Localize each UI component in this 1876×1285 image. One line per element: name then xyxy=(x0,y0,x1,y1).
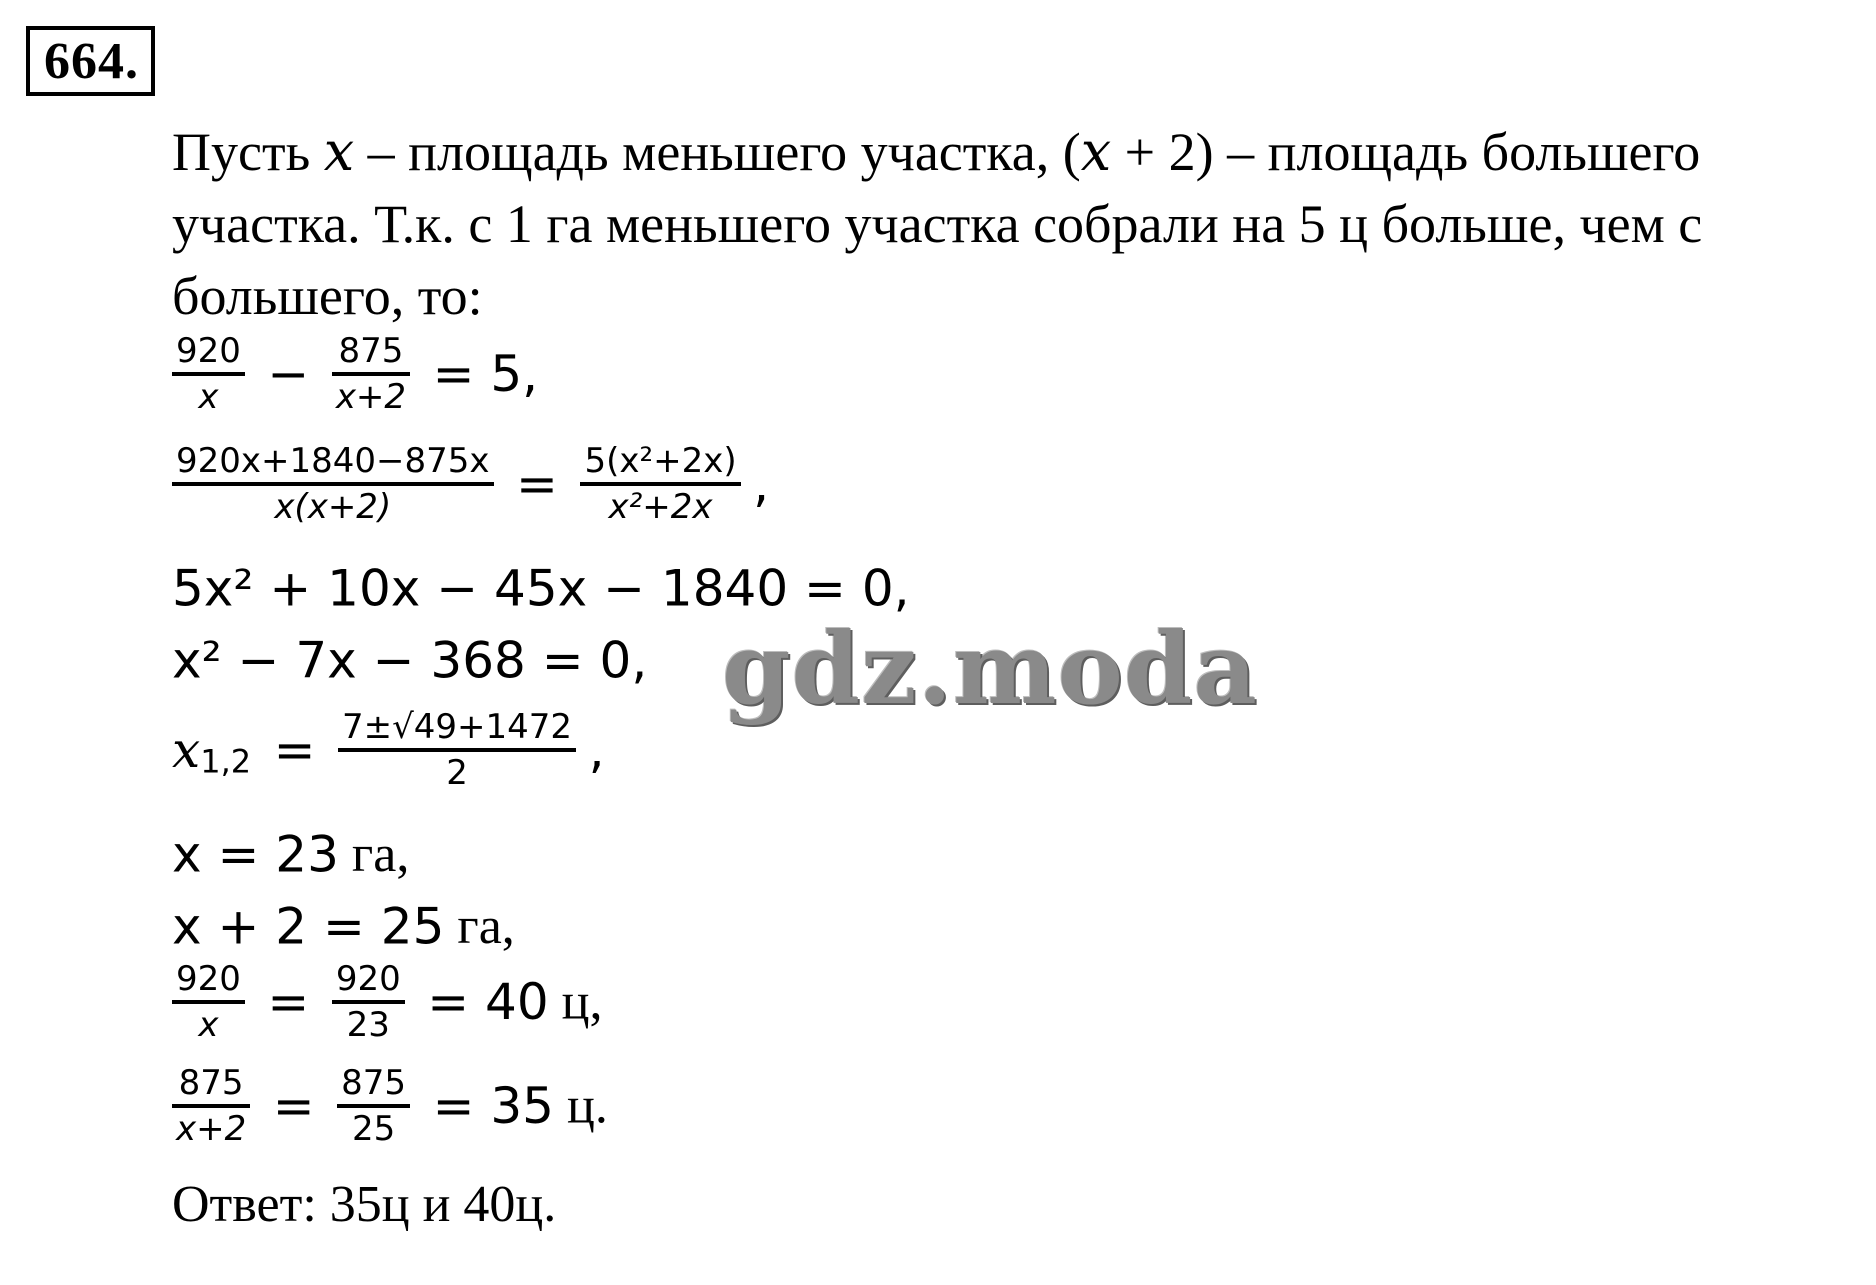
fraction xyxy=(332,958,405,1046)
unit-label: ц. xyxy=(553,1077,608,1135)
fraction xyxy=(172,440,494,528)
unit-label: ц, xyxy=(548,973,603,1031)
operator: = xyxy=(267,973,310,1031)
denominator: 2 xyxy=(446,753,468,793)
equation-math: x = 23 xyxy=(172,825,339,884)
intro-text: Пусть 𝑥 – площадь меньшего участка, (𝑥 + 2) – площадь большего участка. Т.к. с 1 га меньшего участка собрали на 5 ц больше, чем с большего, то: xyxy=(172,122,1703,326)
numerator: 920x+1840−875x xyxy=(176,441,490,481)
equation-tail: , xyxy=(753,455,770,513)
equation-4 xyxy=(172,626,647,690)
watermark: gdz.moda xyxy=(722,612,1258,727)
numerator: 7±√49+1472 xyxy=(342,707,573,747)
equation-math: x + 2 = 25 xyxy=(172,897,445,956)
fraction xyxy=(172,958,245,1046)
fraction xyxy=(332,330,410,418)
numerator: 920 xyxy=(335,959,401,999)
numerator: 875 xyxy=(338,331,404,371)
equation-1 xyxy=(172,330,538,418)
unit-label: га, xyxy=(444,898,515,956)
denominator: x+2 xyxy=(335,377,407,417)
problem-number-box xyxy=(26,26,155,96)
operator: = xyxy=(273,721,316,779)
denominator: 25 xyxy=(351,1109,396,1149)
subscript: 1,2 xyxy=(200,742,252,781)
equation-2 xyxy=(172,440,769,528)
fraction xyxy=(172,330,245,418)
denominator: x(x+2) xyxy=(274,487,392,527)
operator: = xyxy=(516,455,558,513)
equation-6 xyxy=(172,820,409,884)
numerator: 875 xyxy=(178,1063,244,1103)
denominator: x+2 xyxy=(176,1109,247,1149)
variable: x xyxy=(172,721,201,779)
numerator: 875 xyxy=(341,1063,407,1103)
denominator: x xyxy=(198,1005,219,1045)
problem-number: 664 xyxy=(44,33,125,90)
equation-rhs: = 40 xyxy=(427,973,549,1031)
answer-line xyxy=(172,1170,556,1234)
numerator: 5(x²+2x) xyxy=(584,441,737,481)
answer-text: Ответ: 35ц и 40ц. xyxy=(172,1176,557,1234)
denominator: x xyxy=(198,377,219,417)
equation-8 xyxy=(172,958,602,1046)
equation-tail: , xyxy=(588,721,605,779)
fraction xyxy=(580,440,740,528)
unit-label: га, xyxy=(338,826,410,884)
equation-rhs: = 35 xyxy=(432,1077,554,1135)
equation-5 xyxy=(172,706,604,794)
denominator: 23 xyxy=(346,1005,390,1045)
problem-number-dot: . xyxy=(125,33,139,90)
equation-text: x² − 7x − 368 = 0, xyxy=(172,631,648,690)
denominator: x²+2x xyxy=(608,487,713,527)
operator: = xyxy=(272,1077,315,1135)
equation-rhs: = 5, xyxy=(432,345,539,403)
equation-text: 5x² + 10x − 45x − 1840 = 0, xyxy=(172,559,910,618)
equation-7 xyxy=(172,892,515,956)
operator: − xyxy=(267,345,310,403)
numerator: 920 xyxy=(176,331,241,371)
fraction xyxy=(337,1062,410,1150)
fraction xyxy=(338,706,576,794)
equation-9 xyxy=(172,1062,608,1150)
fraction xyxy=(172,1062,250,1150)
equation-3 xyxy=(172,554,910,618)
numerator: 920 xyxy=(176,959,241,999)
